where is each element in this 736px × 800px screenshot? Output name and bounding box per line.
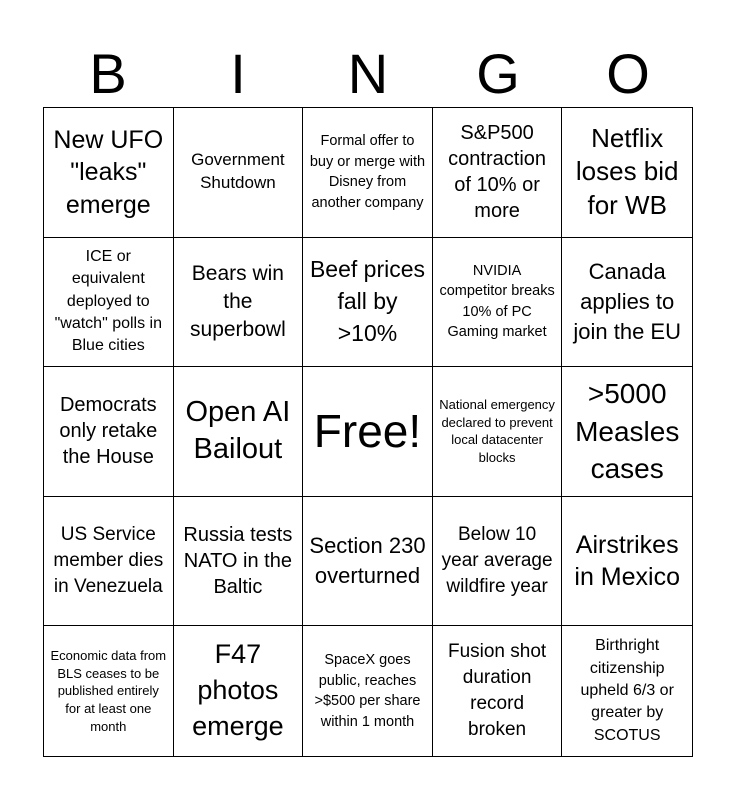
header-letter-i: I [230,42,246,105]
bingo-header [43,40,693,108]
bingo-cell-r1c5[interactable] [562,108,692,238]
bingo-cell-r5c5[interactable] [562,626,692,756]
cell-text: Section 230 overturned [309,533,426,589]
cell-text: NVIDIA competitor breaks 10% of PC Gaming market [439,262,555,341]
cell-text: New UFO "leaks" emerge [53,125,164,219]
free-space-text: Free! [313,405,422,458]
cell-text: Below 10 year average wildfire year [441,523,553,598]
cell-text: F47 photos emerge [192,639,284,742]
bingo-cell-r4c3[interactable] [303,497,433,627]
bingo-cell-r2c1[interactable] [44,238,174,368]
bingo-cell-r1c3[interactable] [303,108,433,238]
cell-text: S&P500 contraction of 10% or more [448,122,547,223]
header-letter-n: N [347,42,389,105]
bingo-cell-r3c5[interactable] [562,367,692,497]
header-letter-b: B [89,42,127,105]
cell-text: Airstrikes in Mexico [574,530,680,592]
bingo-cell-r2c5[interactable] [562,238,692,368]
cell-text: Canada applies to join the EU [573,259,681,344]
cell-text: Economic data from BLS ceases to be published entirely for at least one month [50,648,167,734]
bingo-cell-r4c1[interactable] [44,497,174,627]
cell-text: SpaceX goes public, reaches >$500 per share within 1 month [314,652,421,730]
bingo-cell-r3c1[interactable] [44,367,174,497]
cell-text: Bears win the superbowl [190,262,286,341]
bingo-cell-r5c3[interactable] [303,626,433,756]
bingo-cell-r2c2[interactable] [174,238,304,368]
bingo-cell-r4c2[interactable] [174,497,304,627]
cell-text: Russia tests NATO in the Baltic [183,524,293,599]
bingo-board [43,107,693,757]
cell-text: Government Shutdown [191,150,285,193]
bingo-cell-r4c4[interactable] [433,497,563,627]
cell-text: Netflix loses bid for WB [575,122,679,221]
cell-text: ICE or equivalent deployed to "watch" polls in Blue cities [54,247,162,355]
bingo-cell-r1c1[interactable] [44,108,174,238]
bingo-cell-r1c2[interactable] [174,108,304,238]
bingo-cell-r3c4[interactable] [433,367,563,497]
bingo-cell-r5c2[interactable] [174,626,304,756]
cell-text: Birthright citizenship upheld 6/3 or greater by SCOTUS [580,637,674,744]
header-letter-g: G [476,42,520,105]
header-letter-o: O [606,42,650,105]
cell-text: Formal offer to buy or merge with Disney from another company [309,133,426,211]
cell-text: Beef prices fall by >10% [309,256,426,346]
cell-text: US Service member dies in Venezuela [53,523,164,598]
bingo-cell-r3c2[interactable] [174,367,304,497]
bingo-cell-r2c3[interactable] [303,238,433,368]
bingo-cell-r2c4[interactable] [433,238,563,368]
cell-text: National emergency declared to prevent local datacenter blocks [439,397,555,466]
bingo-cell-r4c5[interactable] [562,497,692,627]
cell-text: Democrats only retake the House [59,394,158,469]
bingo-cell-r5c4[interactable] [433,626,563,756]
bingo-cell-free[interactable] [303,367,433,497]
bingo-cell-r5c1[interactable] [44,626,174,756]
cell-text: Fusion shot duration record broken [447,640,547,741]
bingo-cell-r1c4[interactable] [433,108,563,238]
cell-text: Open AI Bailout [185,395,291,466]
cell-text: >5000 Measles cases [575,377,680,485]
